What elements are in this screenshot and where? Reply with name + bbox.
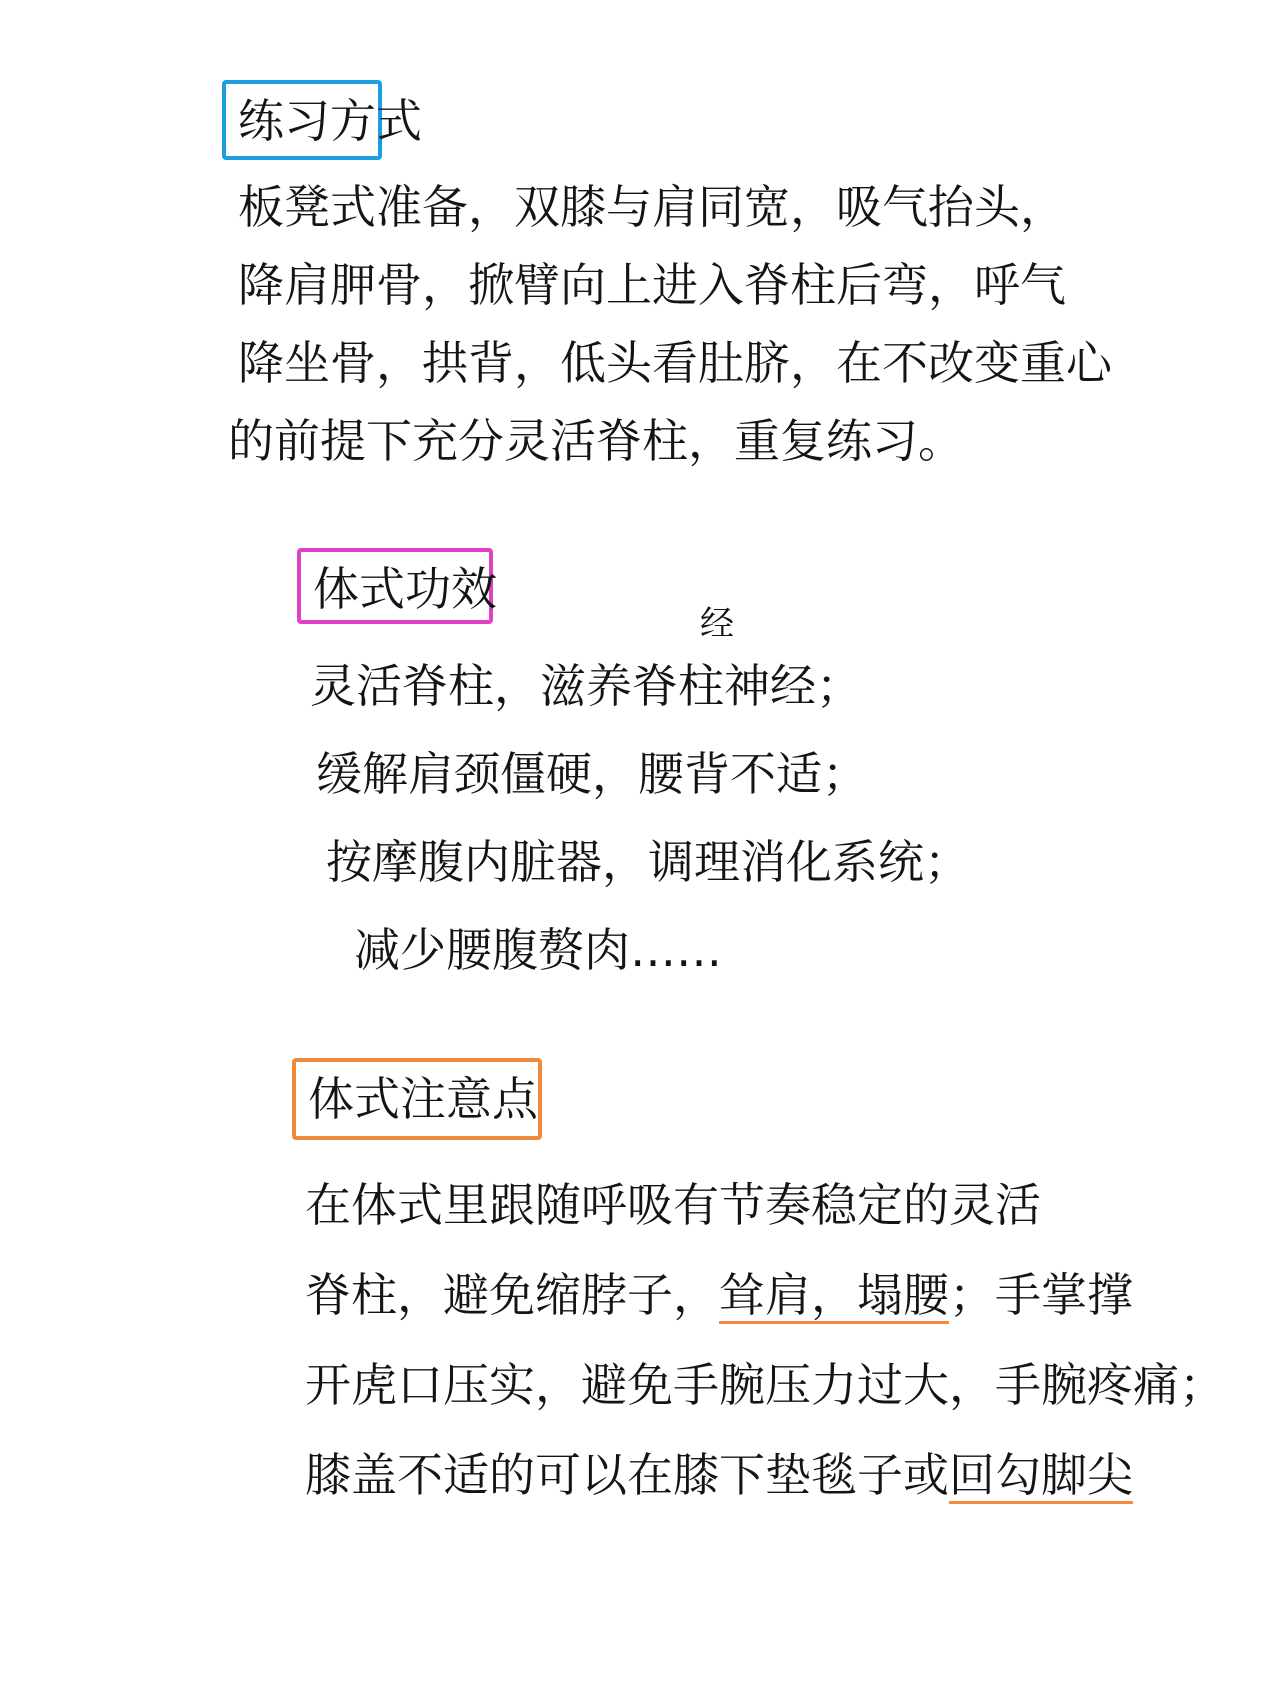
notes-line-1: 在体式里跟随呼吸有节奏稳定的灵活 [305, 1178, 1041, 1232]
notes-line-4 [305, 1430, 1225, 1520]
benefits-heading-text: 体式功效 [313, 562, 497, 616]
notes-line-4-start: 膝盖不适的可以在膝下垫毯子或 [305, 1448, 949, 1502]
notes-line-2 [305, 1250, 1225, 1340]
benefits-line-4: 减少腰腹赘肉…… [354, 923, 722, 977]
notes-text [305, 1160, 1225, 1520]
notes-line-2-end: ；手掌撑 [949, 1268, 1133, 1322]
practice-text [228, 168, 1112, 480]
notes-highlight-toes: 回勾脚尖 [949, 1448, 1133, 1502]
practice-line-2: 降肩胛骨，掀臂向上进入脊柱后弯，呼气 [238, 258, 1066, 312]
benefits-text [310, 642, 970, 994]
notes-heading-text: 体式注意点 [308, 1072, 538, 1126]
notes-heading [292, 1058, 542, 1140]
practice-line-3: 降坐骨，拱背，低头看肚脐，在不改变重心 [238, 336, 1112, 390]
practice-line-1: 板凳式准备，双膝与肩同宽，吸气抬头， [238, 180, 1066, 234]
practice-heading [222, 80, 422, 160]
benefits-heading [297, 548, 497, 624]
practice-heading-text: 练习方式 [238, 94, 422, 148]
notes-highlight-shrug: 耸肩，塌腰 [719, 1268, 949, 1322]
benefits-annotation: 经 [700, 604, 734, 644]
practice-line-4: 的前提下充分灵活脊柱，重复练习。 [228, 414, 964, 468]
benefits-line-2: 缓解肩颈僵硬，腰背不适； [316, 747, 868, 801]
notes-line-2-start: 脊柱，避免缩脖子， [305, 1268, 719, 1322]
benefits-line-3: 按摩腹内脏器，调理消化系统； [326, 835, 970, 889]
benefits-line-1: 灵活脊柱，滋养脊柱神经； [310, 659, 862, 713]
notes-line-3: 开虎口压实，避免手腕压力过大，手腕疼痛； [305, 1358, 1225, 1412]
